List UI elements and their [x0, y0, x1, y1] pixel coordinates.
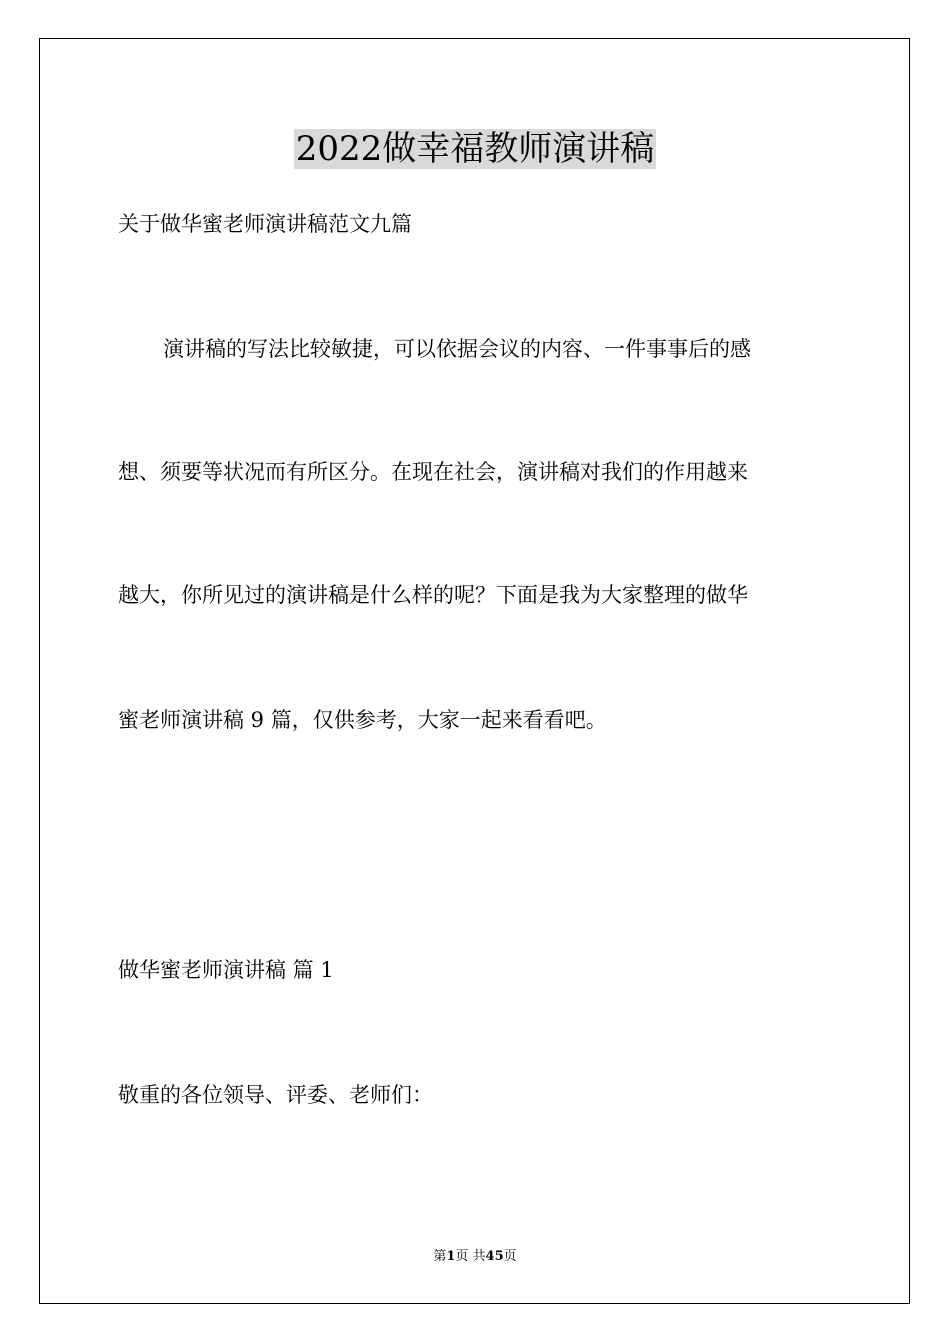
footer-page-suffix: 页	[503, 1249, 517, 1264]
intro-line-2: 想、须要等状况而有所区分。在现在社会，演讲稿对我们的作用越来	[118, 460, 748, 484]
footer-page-prefix: 第	[433, 1249, 447, 1264]
intro-line-1: 演讲稿的写法比较敏捷，可以依据会议的内容、一件事事后的感	[163, 337, 751, 361]
footer-page-total: 45	[485, 1249, 504, 1264]
section-heading: 做华蜜老师演讲稿 篇 1	[118, 958, 334, 982]
intro-line-4: 蜜老师演讲稿 9 篇，仅供参考，大家一起来看看吧。	[118, 708, 607, 732]
salutation: 敬重的各位领导、评委、老师们：	[118, 1083, 433, 1107]
footer-page-mid: 页 共	[455, 1249, 486, 1264]
footer-page-current: 1	[446, 1249, 456, 1264]
page-footer	[0, 1247, 950, 1267]
document-subtitle: 关于做华蜜老师演讲稿范文九篇	[118, 212, 412, 236]
intro-line-3: 越大，你所见过的演讲稿是什么样的呢？下面是我为大家整理的做华	[118, 583, 748, 607]
document-title-text: 2022做幸福教师演讲稿	[295, 129, 655, 169]
document-title	[0, 128, 950, 170]
